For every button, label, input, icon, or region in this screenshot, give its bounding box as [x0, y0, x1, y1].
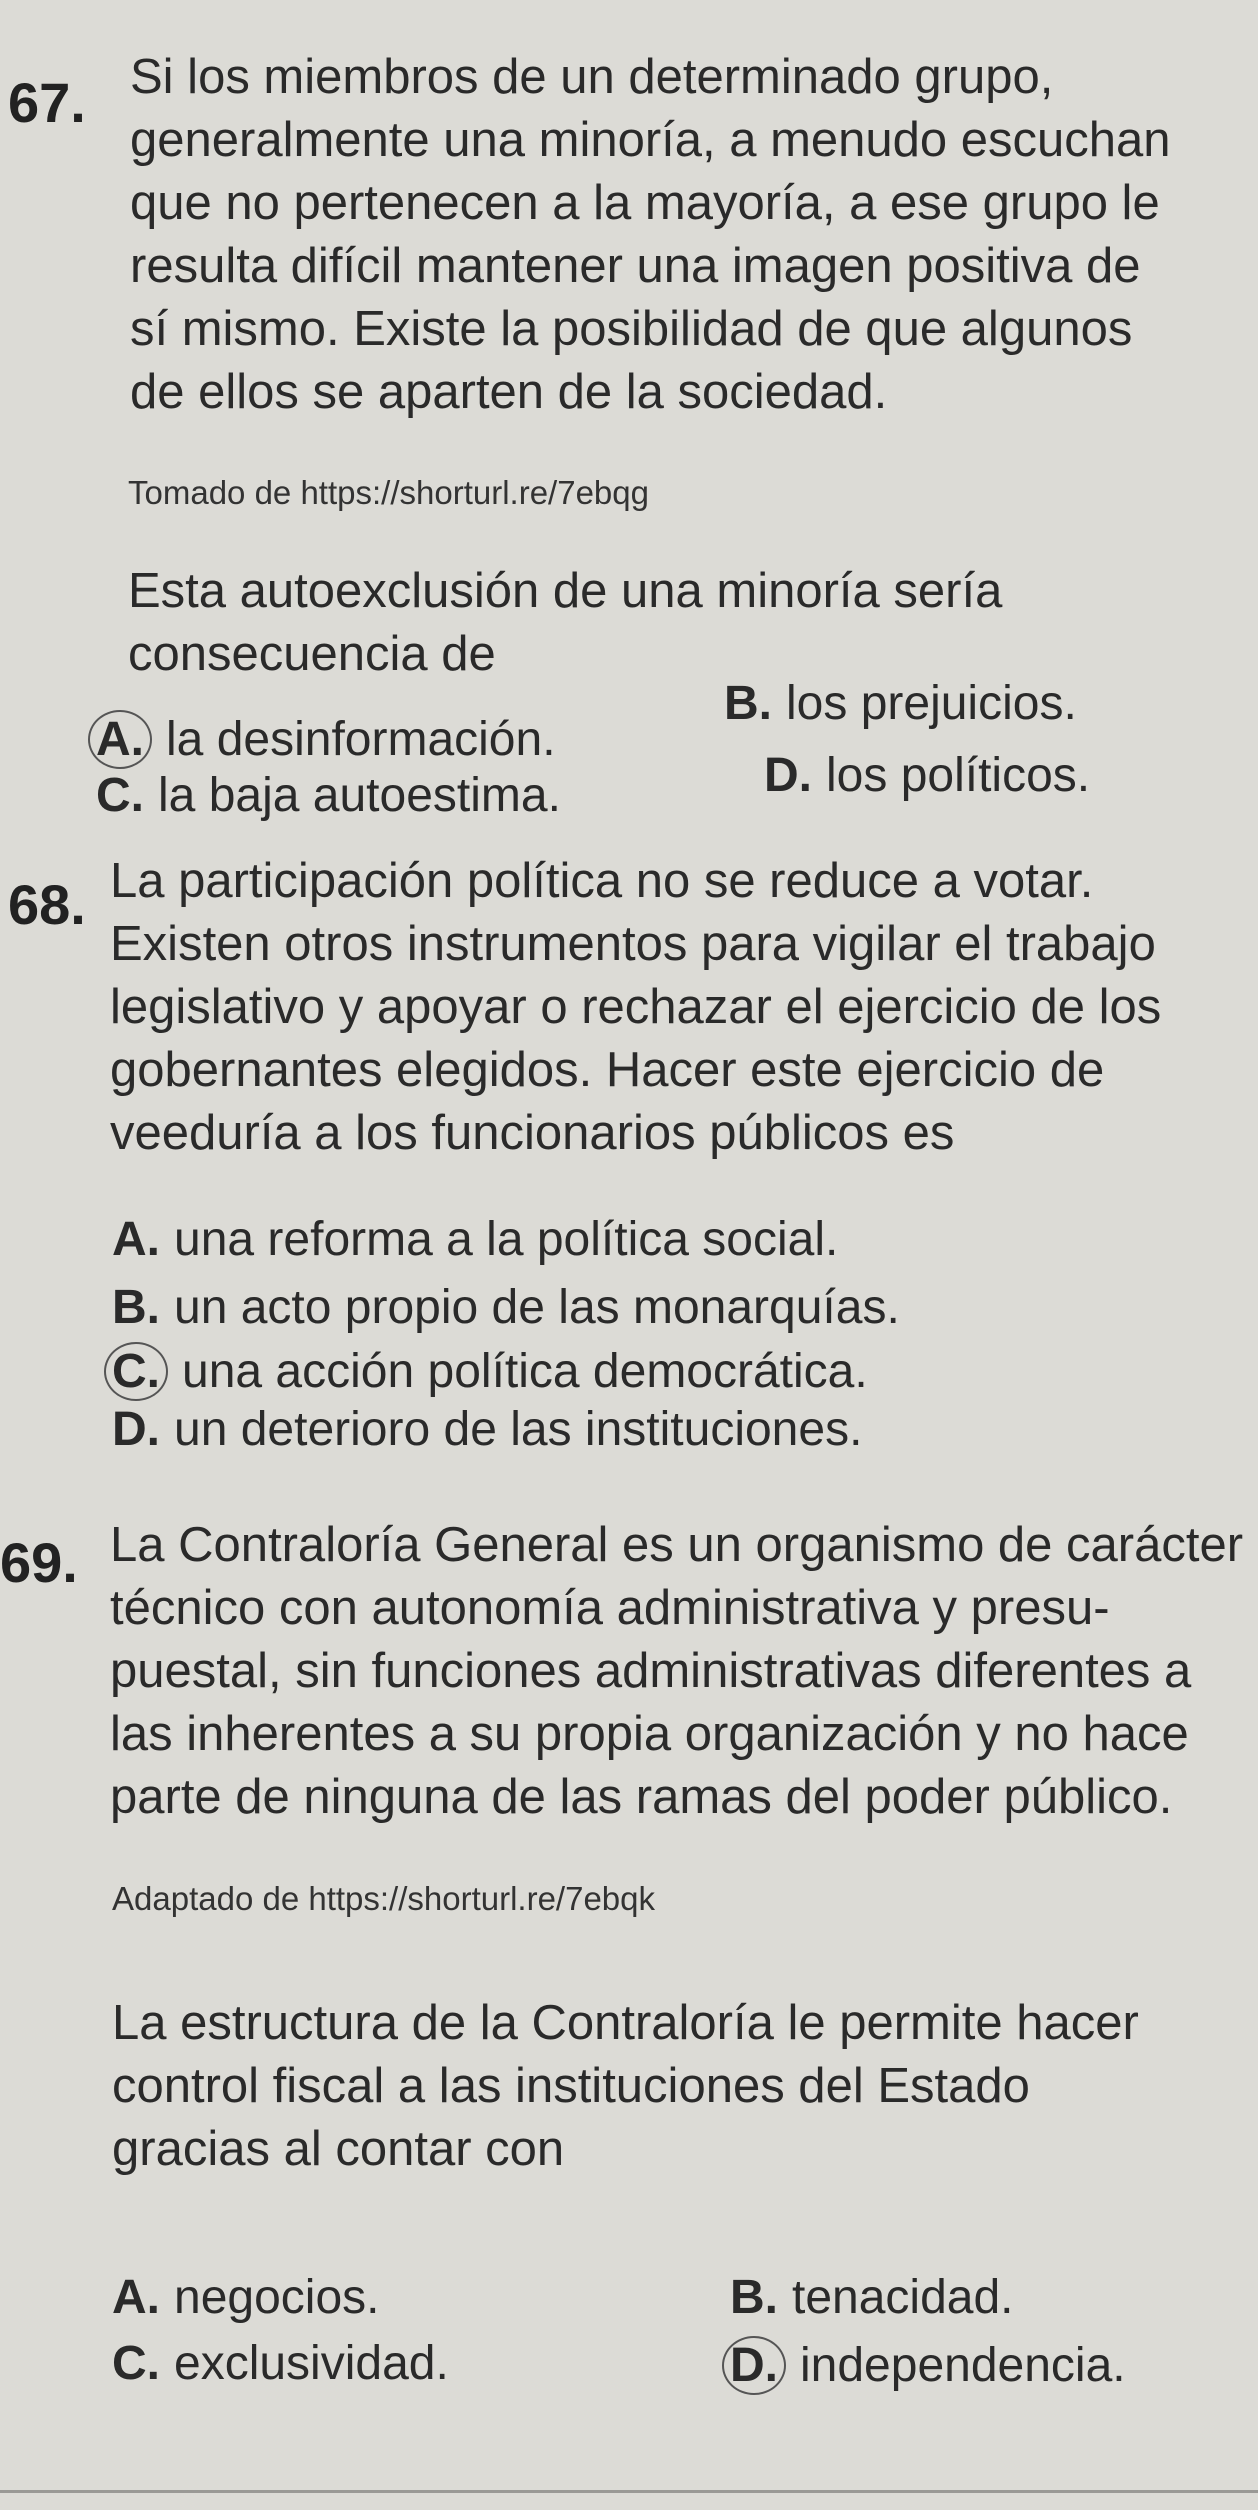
question-line: que no pertenecen a la mayoría, a ese grupo le	[130, 176, 1160, 230]
option-text: un deterioro de las instituciones.	[174, 1403, 863, 1456]
option-text: un acto propio de las monarquías.	[174, 1281, 900, 1334]
option-text: tenacidad.	[792, 2271, 1014, 2324]
option-letter: C.	[96, 769, 144, 822]
page-bottom-divider	[0, 2490, 1258, 2493]
question-line: sí mismo. Existe la posibilidad de que algunos	[130, 302, 1133, 356]
option-text: los prejuicios.	[786, 677, 1077, 730]
option-text: la desinformación.	[166, 713, 556, 766]
option-67-b[interactable]	[724, 676, 1077, 731]
option-letter: B.	[112, 1281, 160, 1334]
question-number-69: 69.	[0, 1531, 78, 1594]
option-text: una acción política democrática.	[182, 1345, 868, 1398]
option-69-d[interactable]	[730, 2336, 1126, 2395]
question-line: veeduría a los funcionarios públicos es	[110, 1106, 955, 1160]
question-69-prompt	[112, 1992, 1242, 2181]
prompt-line: gracias al contar con	[112, 2122, 565, 2176]
option-69-a[interactable]	[112, 2270, 379, 2325]
option-letter: A.	[112, 1213, 160, 1266]
question-line: La participación política no se reduce a votar.	[110, 854, 1094, 908]
question-number-67: 67.	[8, 71, 86, 134]
question-line: Si los miembros de un determinado grupo,	[130, 50, 1054, 104]
option-text: los políticos.	[826, 749, 1091, 802]
option-letter: C.	[112, 2337, 160, 2390]
option-67-c[interactable]	[96, 768, 561, 823]
option-68-b[interactable]	[112, 1280, 900, 1335]
option-letter: B.	[724, 677, 772, 730]
option-letter: A.	[112, 2271, 160, 2324]
prompt-line: Esta autoexclusión de una minoría sería	[128, 564, 1003, 618]
question-line: La Contraloría General es un organismo de carácter	[110, 1518, 1244, 1572]
option-letter: B.	[730, 2271, 778, 2324]
question-line: legislativo y apoyar o rechazar el ejercicio de los	[110, 980, 1162, 1034]
option-69-b[interactable]	[730, 2270, 1014, 2325]
question-68-text	[110, 850, 1240, 1165]
question-line: técnico con autonomía administrativa y presu-	[110, 1581, 1110, 1635]
source-citation-69: Adaptado de https://shorturl.re/7ebqk	[112, 1880, 656, 1917]
option-68-c[interactable]	[112, 1342, 868, 1401]
option-letter: D.	[764, 749, 812, 802]
question-line: de ellos se aparten de la sociedad.	[130, 365, 888, 419]
option-text: la baja autoestima.	[158, 769, 561, 822]
prompt-line: La estructura de la Contraloría le permite hacer	[112, 1996, 1139, 2050]
option-text: una reforma a la política social.	[174, 1213, 839, 1266]
question-69-text	[110, 1514, 1245, 1829]
question-line: las inherentes a su propia organización y no hace	[110, 1707, 1189, 1761]
question-line: Existen otros instrumentos para vigilar el trabajo	[110, 917, 1156, 971]
question-line: puestal, sin funciones administrativas diferentes a	[110, 1644, 1192, 1698]
option-letter: D.	[112, 1403, 160, 1456]
question-line: resulta difícil mantener una imagen positiva de	[130, 239, 1141, 293]
option-text: exclusividad.	[174, 2337, 449, 2390]
option-letter: D.	[722, 2336, 786, 2395]
question-67-prompt	[128, 560, 1238, 686]
option-68-a[interactable]	[112, 1212, 838, 1267]
option-67-a[interactable]	[96, 710, 556, 769]
option-text: independencia.	[800, 2339, 1126, 2392]
option-letter: A.	[88, 710, 152, 769]
question-67-text	[130, 46, 1240, 424]
question-number-68: 68.	[8, 873, 86, 936]
option-68-d[interactable]	[112, 1402, 862, 1457]
option-text: negocios.	[174, 2271, 380, 2324]
question-line: generalmente una minoría, a menudo escuchan	[130, 113, 1171, 167]
prompt-line: control fiscal a las instituciones del Estado	[112, 2059, 1030, 2113]
option-67-d[interactable]	[764, 748, 1090, 803]
question-line: parte de ninguna de las ramas del poder público.	[110, 1770, 1173, 1824]
option-69-c[interactable]	[112, 2336, 449, 2391]
question-line: gobernantes elegidos. Hacer este ejercicio de	[110, 1043, 1105, 1097]
source-citation-67: Tomado de https://shorturl.re/7ebqg	[128, 474, 649, 511]
option-letter: C.	[104, 1342, 168, 1401]
prompt-line: consecuencia de	[128, 627, 496, 681]
